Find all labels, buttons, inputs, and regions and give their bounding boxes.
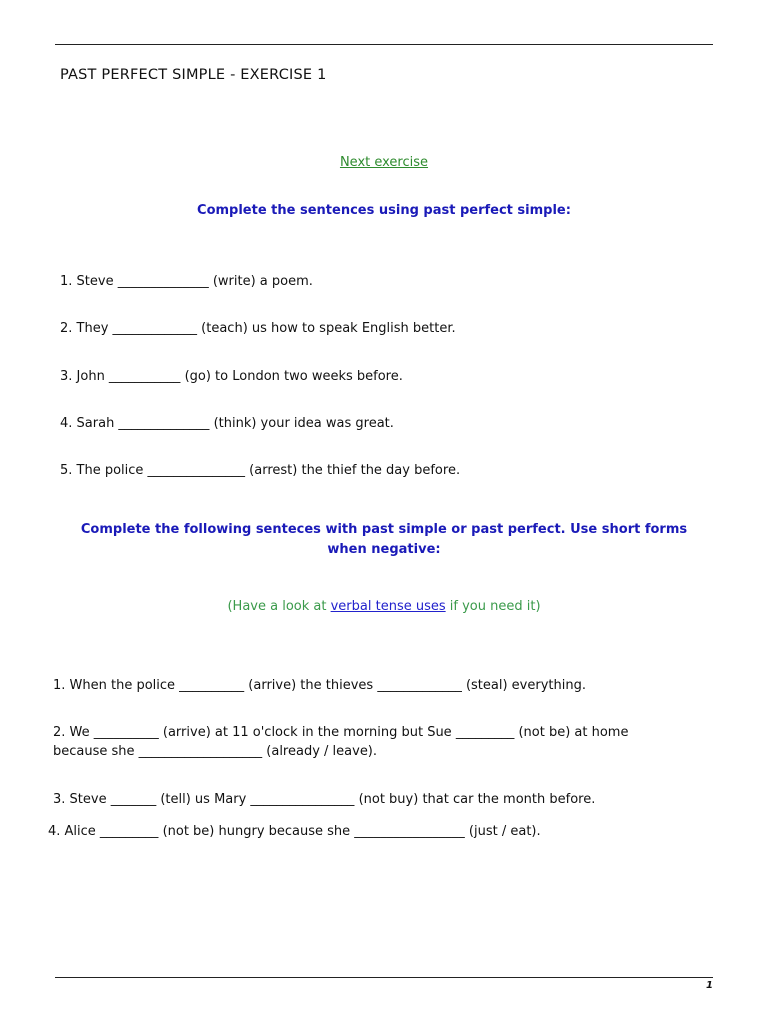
section2-heading-line1: Complete the following senteces with past simple or past perfect. Use short forms [80, 522, 688, 537]
exercise1-item: 4. Sarah ______________ (think) your idea was great. [60, 416, 394, 431]
section1-heading: Complete the sentences using past perfect simple: [197, 203, 571, 218]
exercise2-item-continued: because she ___________________ (already / leave). [53, 744, 378, 759]
next-exercise-link[interactable]: Next exercise [339, 155, 429, 170]
next-exercise-row [0, 155, 768, 170]
page-number: 1 [706, 980, 713, 991]
exercise1-item: 1. Steve ______________ (write) a poem. [60, 274, 313, 289]
page-title: PAST PERFECT SIMPLE - EXERCISE 1 [60, 67, 327, 83]
section2-heading-line2: when negative: [327, 542, 441, 557]
exercise1-item: 2. They _____________ (teach) us how to speak English better. [60, 321, 456, 336]
exercise2-item: 2. We __________ (arrive) at 11 o'clock in the morning but Sue _________ (not be) at home [53, 725, 629, 740]
exercise2-item: 4. Alice _________ (not be) hungry because she _________________ (just / eat). [48, 824, 541, 839]
hint-line [0, 599, 768, 614]
verbal-tense-uses-link[interactable]: verbal tense uses [330, 599, 446, 614]
bottom-rule [55, 977, 713, 978]
top-rule [55, 44, 713, 45]
exercise1-item: 3. John ___________ (go) to London two weeks before. [60, 369, 403, 384]
exercise2-item: 3. Steve _______ (tell) us Mary ________________ (not buy) that car the month before. [53, 792, 596, 807]
hint-text-before: (Have a look at [227, 599, 331, 614]
exercise1-item: 5. The police _______________ (arrest) the thief the day before. [60, 463, 461, 478]
exercise2-item: 1. When the police __________ (arrive) the thieves _____________ (steal) everything. [53, 678, 586, 693]
hint-text-after: if you need it) [445, 599, 541, 614]
